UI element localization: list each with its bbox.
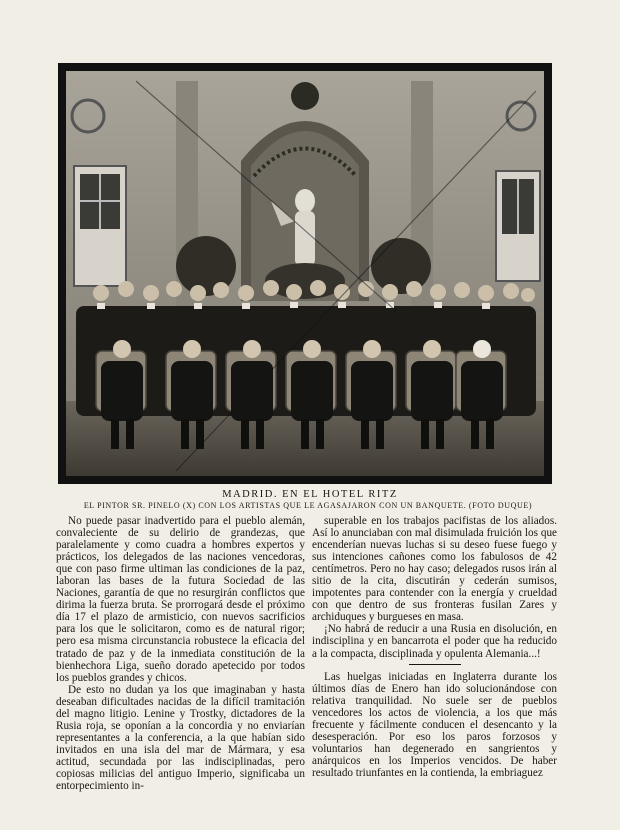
article-paragraph: Las huelgas iniciadas en Inglaterra durante los últimos días de Enero han ido solucionándose con relativa tranquilidad. No suele ser de pueblos vencedores los actos de violencia, a los que más frecuente y fácilmente conducen el desencanto y la desesperación. Por eso los paros forzosos y voluntarios han degenerado en sangrientos y anárquicos en los Imperios vencidos. De haber resultado triunfantes en la contienda, la embriaguez [312,670,557,779]
photo-caption-title: MADRID. EN EL HOTEL RITZ [222,489,398,500]
photo-caption-subtitle: EL PINTOR SR. PINELO (X) CON LOS ARTISTAS QUE LE AGASAJARON CON UN BANQUETE. (FOTO DUQUE) [83,501,533,510]
section-divider [409,664,461,665]
article-paragraph: De esto no dudan ya los que imaginaban y hasta deseaban dificultades nacidas de la difícil tramitación del magno litigio. Lenine y Trostky, dictadores de la Rusia roja, se oponían a la concordia y no enviarían representantes a la conferencia, a la que habían sido invitados en una isla del mar de Mármara, y esa actitud, secundada por las indisciplinadas, pero copiosas milicias del antiguo Imperio, significaba un entorpecimiento in- [56,683,305,793]
article-paragraph: No puede pasar inadvertido para el pueblo alemán, convaleciente de su delirio de grandezas, que paralelamente y como cuadra a hombres expertos y prácticos, los delegados de las naciones vencedoras, que con paso firme ultiman las condiciones de la paz, laboran las bases de la futura Sociedad de las Naciones, garantía de que no resurgirán conflictos que dirima la fuerza bruta. Se prorrogará desde el próximo día 17 el plazo de armisticio, con nuevos sacrificios para los que le solicitaron, como es de natural rigor; pero esa misma circunstancia robustece la eficacia del tratado de paz y de la inmediata constitución de la bienhechora Liga, sueño dorado apetecido por todos los pueblos grandes y chicos. [56,515,305,684]
article-paragraph: superable en los trabajos pacifistas de los aliados. Así lo anunciaban con mal disimulada fruición los que encenderían nuevas luchas si su deseo fuese fuego y sus intenciones cañones como los fabulosos de 42 centímetros. Pero no hay caso; delegados rusos irán al sitio de la cita, discutirán y cederán sumisos, impotentes para contender con la energía y crueldad con que dentro de sus fronteras fusilan Zares y archiduques y burgueses en masa. [312,515,557,624]
article-paragraph: ¡No habrá de reducir a una Rusia en disolución, en indisciplina y en bancarrota el poder que ha reducido a la compacta, disciplinada y opulenta Alemania...! [312,623,557,660]
banquet-photograph [66,71,544,476]
article-column-left [56,515,305,792]
photo-frame [58,63,552,484]
article-column-right [312,515,557,779]
